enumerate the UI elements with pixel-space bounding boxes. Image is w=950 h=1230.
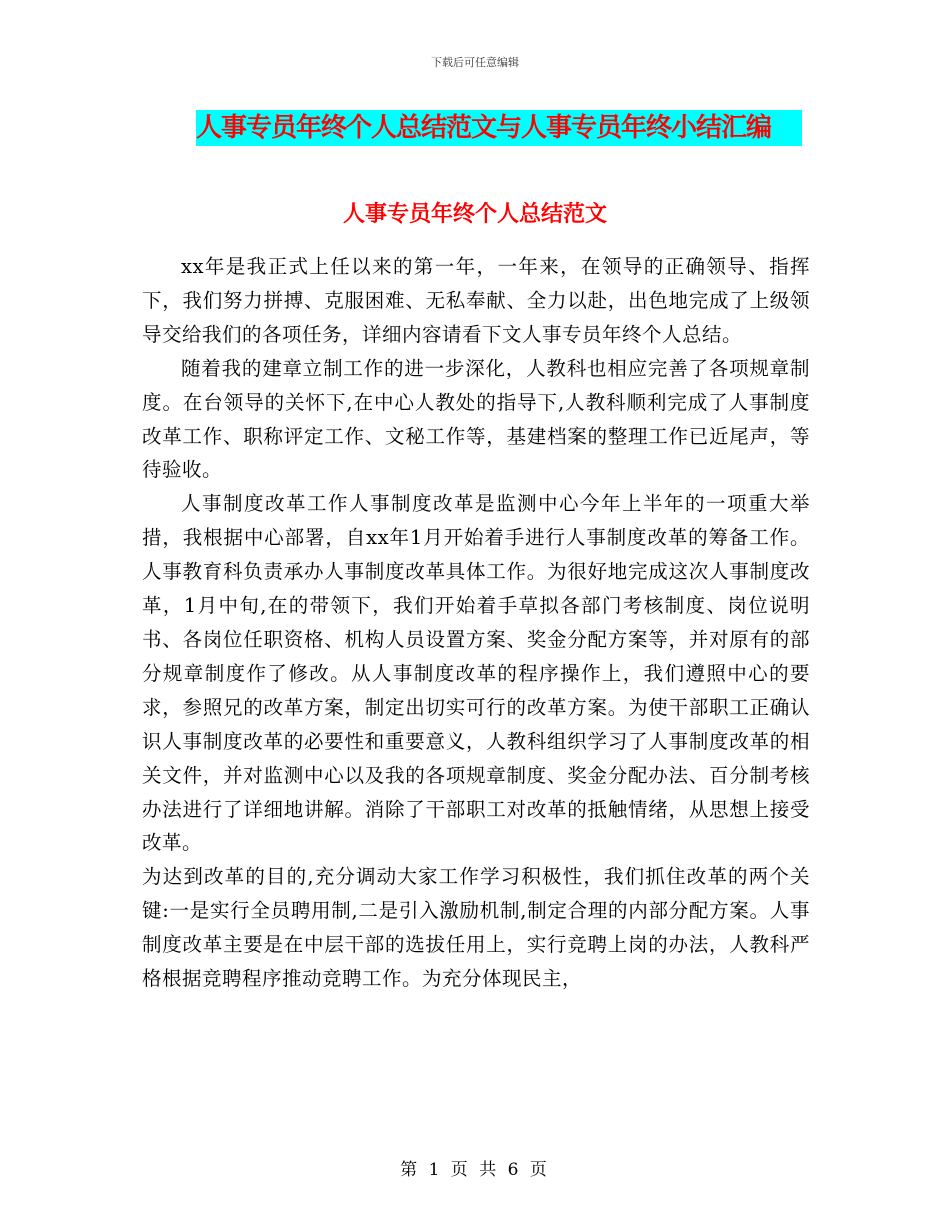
main-title-highlight	[196, 110, 802, 146]
download-note: 下载后可任意编辑	[431, 56, 519, 69]
body-text	[142, 250, 810, 996]
paragraph-continuation: 为达到改革的目的,充分调动大家工作学习积极性，我们抓住改革的两个关键:一是实行全员聘用制,二是引入激励机制,制定合理的内部分配方案。人事制度改革主要是在中层干部的选拔任用上，实行竞聘上岗的办法，人教科严格根据竞聘程序推动竞聘工作。为充分体现民主，	[142, 865, 810, 991]
main-title: 人事专员年终个人总结范文与人事专员年终小结汇编	[196, 113, 772, 143]
page-footer: 第 1 页 共 6 页	[400, 1160, 550, 1180]
paragraph-intro: xx年是我正式上任以来的第一年，一年来，在领导的正确领导、指挥下，我们努力拼搏、克服困难、无私奉献、全力以赴，出色地完成了上级领导交给我们的各项任务，详细内容请看下文人事专员年终个人总结。	[142, 255, 810, 346]
paragraph-reform: 人事制度改革工作人事制度改革是监测中心今年上半年的一项重大举措，我根据中心部署，自xx年1月开始着手进行人事制度改革的筹备工作。人事教育科负责承办人事制度改革具体工作。为很好地完成这次人事制度改革，1月中旬,在的带领下，我们开始着手草拟各部门考核制度、岗位说明书、各岗位任职资格、机构人员设置方案、奖金分配方案等，并对原有的部分规章制度作了修改。从人事制度改革的程序操作上，我们遵照中心的要求，参照兄的改革方案，制定出切实可行的改革方案。为使干部职工正确认识人事制度改革的必要性和重要意义，人教科组织学习了人事制度改革的相关文件，并对监测中心以及我的各项规章制度、奖金分配办法、百分制考核办法进行了详细地讲解。消除了干部职工对改革的抵触情绪，从思想上接受改革。	[142, 492, 810, 855]
section-title: 人事专员年终个人总结范文	[342, 202, 607, 227]
paragraph-regulations: 随着我的建章立制工作的进一步深化，人教科也相应完善了各项规章制度。在台领导的关怀下,在中心人教处的指导下,人教科顺利完成了人事制度改革工作、职称评定工作、文秘工作等，基建档案的整理工作已近尾声，等待验收。	[142, 356, 810, 482]
